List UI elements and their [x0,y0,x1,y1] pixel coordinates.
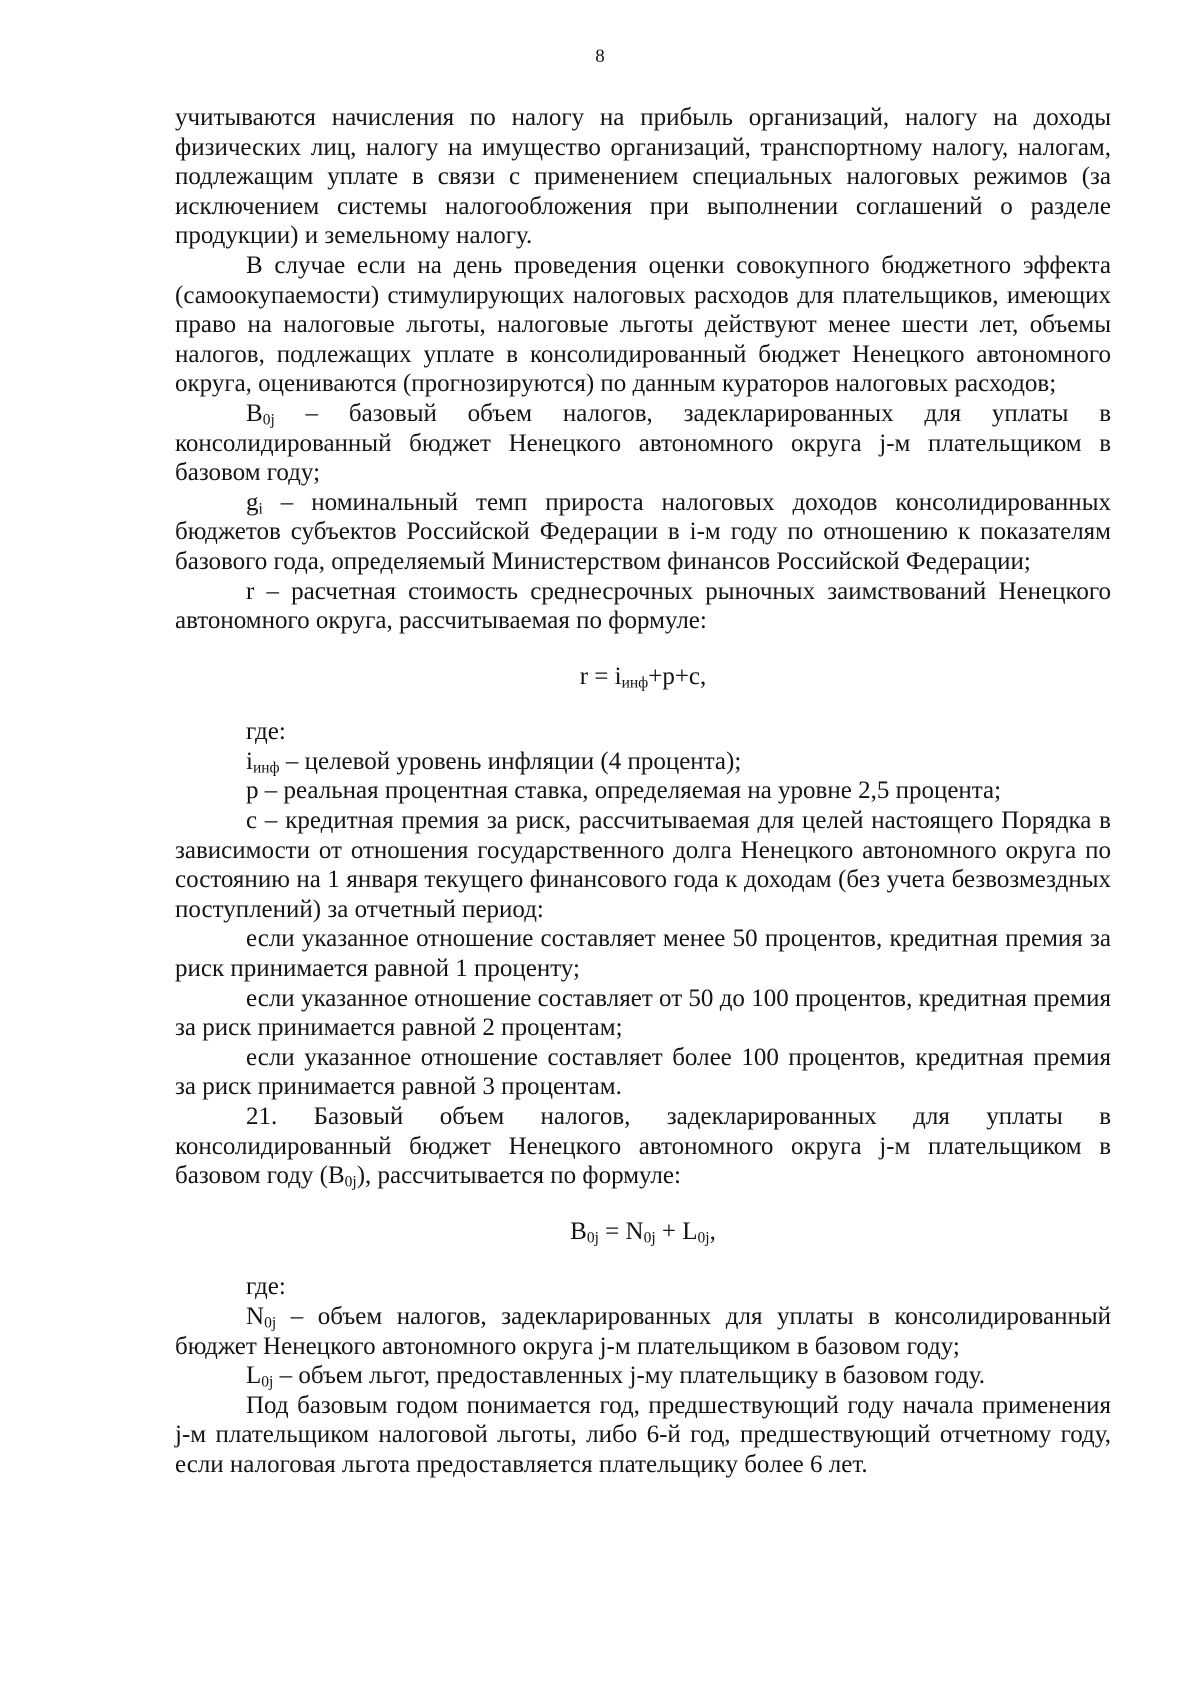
formula-r [175,662,1111,692]
item-21-text: 21. Базовый объем налогов, задекларированных для уплаты в консолидированный бюджет Ненецкого автономного округа j-м плательщиком в базовом году (B [175,1103,1111,1190]
definition-b0j [175,399,1111,488]
where-label-2: где: [246,1273,286,1301]
definition-iinf-text: – целевой уровень инфляции (4 процента); [279,747,742,775]
item-21-tail: ), рассчитывается по формуле: [356,1162,681,1190]
symbol-i: i [246,747,253,775]
symbol-l-subscript: 0j [261,1373,274,1391]
formula-r-subscript: инф [621,674,649,692]
definition-gi [175,488,1111,577]
symbol-b-subscript: 0j [262,411,275,429]
definition-p: p – реальная процентная ставка, определяемая на уровне 2,5 процента; [246,777,1002,805]
symbol-b: B [246,399,263,427]
document-body [175,103,1111,1480]
formula-b0j-l-subscript: 0j [697,1229,710,1247]
item-21 [175,1102,1111,1191]
definition-gi-text: – номинальный темп прироста налоговых доходов консолидированных бюджетов субъектов Российской Федерации в i-м году по отношению к показателям базового года, определяемый Министерством финансов Российской Федерации; [175,488,1111,575]
where-label-1: где: [246,718,286,746]
definition-n0j-text: – объем налогов, задекларированных для уплаты в консолидированный бюджет Ненецкого автономного округа j-м плательщиком в базовом году; [175,1302,1111,1360]
item-21-subscript: 0j [344,1173,357,1191]
condition-50-100: если указанное отношение составляет от 50 до 100 процентов, кредитная премия за риск принимается равной 2 процентам; [175,984,1111,1042]
paragraph-less-six-years: В случае если на день проведения оценки совокупного бюджетного эффекта (самоокупаемости) стимулирующих налоговых расходов для плательщиков, имеющих право на налоговые льготы, налоговые льготы действуют менее шести лет, объемы налогов, подлежащих уплате в консолидированный бюджет Ненецкого автономного округа, оцениваются (прогнозируются) по данным кураторов налоговых расходов; [175,251,1111,398]
symbol-n-subscript: 0j [264,1314,277,1332]
definition-c: c – кредитная премия за риск, рассчитываемая для целей настоящего Порядка в зависимости от отношения государственного долга Ненецкого автономного округа по состоянию на 1 января текущего финансового года к доходам (без учета безвозмездных поступлений) за отчетный период: [175,807,1111,923]
symbol-g-subscript: i [258,500,263,518]
formula-b0j-end: , [709,1217,716,1245]
formula-b0j-plus: + L [655,1217,698,1245]
definition-iinf [175,747,1111,777]
definition-b0j-text: – базовый объем налогов, задекларированных для уплаты в консолидированный бюджет Ненецкого автономного округа j-м плательщиком в базовом году; [175,399,1111,487]
formula-r-lhs: r = i [579,662,622,690]
definition-l0j [175,1361,1111,1391]
formula-b0j [175,1217,1111,1247]
definition-n0j [175,1302,1111,1361]
page-number: 8 [595,46,605,67]
symbol-l: L [246,1362,262,1390]
formula-b0j-n-subscript: 0j [643,1229,656,1247]
formula-b0j-b: B [570,1217,587,1245]
condition-under-50: если указанное отношение составляет менее 50 процентов, кредитная премия за риск принимается равной 1 проценту; [175,925,1111,983]
paragraph-base-year: Под базовым годом понимается год, предшествующий году начала применения j-м плательщиком налоговой льготы, либо 6-й год, предшествующий отчетному году, если налоговая льгота предоставляется плательщику более 6 лет. [175,1391,1111,1478]
formula-b0j-eq: = N [598,1217,644,1245]
symbol-g: g [246,488,259,516]
paragraph-taxes-list: учитываются начисления по налогу на прибыль организаций, налогу на доходы физических лиц, налогу на имущество организаций, транспортному налогу, налогам, подлежащим уплате в связи с применением специальных налоговых режимов (за исключением системы налогообложения при выполнении соглашений о разделе продукции) и земельному налогу. [175,104,1111,250]
formula-r-rhs: +p+c, [648,662,707,690]
definition-r: r – расчетная стоимость среднесрочных рыночных заимствований Ненецкого автономного округа, рассчитываемая по формуле: [175,577,1111,635]
symbol-n: N [246,1302,265,1330]
symbol-i-subscript: инф [252,759,280,777]
formula-b0j-b-subscript: 0j [586,1229,599,1247]
definition-l0j-text: – объем льгот, предоставленных j-му плательщику в базовом году. [273,1362,985,1390]
condition-over-100: если указанное отношение составляет более 100 процентов, кредитная премия за риск принимается равной 3 процентам. [175,1043,1111,1101]
